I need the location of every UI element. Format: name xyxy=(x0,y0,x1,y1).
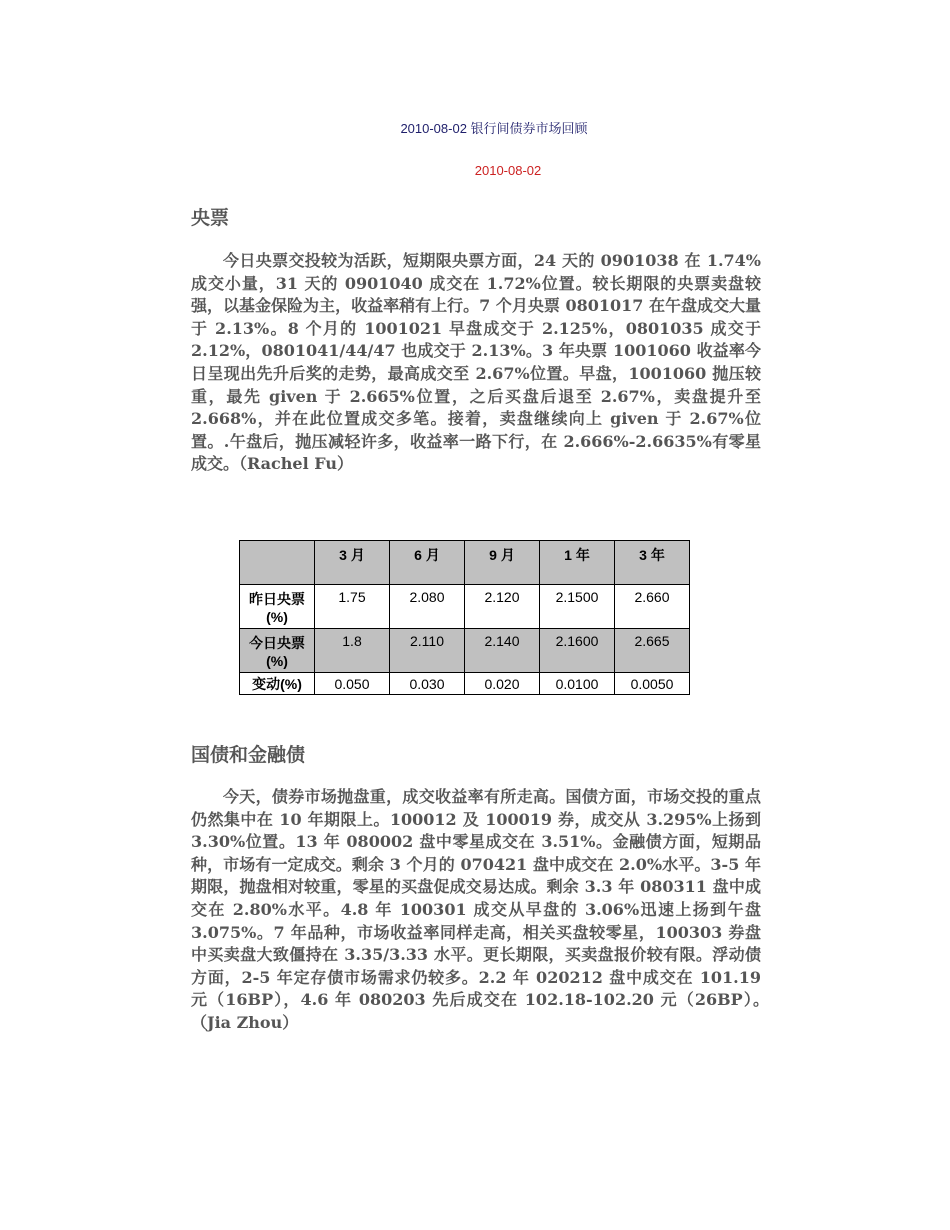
table-cell: 1.75 xyxy=(315,585,390,629)
table-cell: 2.665 xyxy=(615,629,690,673)
central-bank-bills-rates-table xyxy=(239,540,690,695)
table-cell: 2.080 xyxy=(390,585,465,629)
table-cell: 2.140 xyxy=(465,629,540,673)
table-header-cell: 9 月 xyxy=(465,541,540,585)
table-row xyxy=(240,585,690,629)
table-row-label: 今日央票(%) xyxy=(240,629,315,673)
table-cell: 1.8 xyxy=(315,629,390,673)
table-cell: 0.030 xyxy=(390,673,465,695)
document-date: 2010-08-02 xyxy=(474,163,542,178)
table-header-cell: 3 月 xyxy=(315,541,390,585)
section-heading-government-and-financial-bonds: 国债和金融债 xyxy=(191,744,306,766)
table-cell: 0.020 xyxy=(465,673,540,695)
table-header-row xyxy=(240,541,690,585)
table-cell: 2.660 xyxy=(615,585,690,629)
table-cell: 2.120 xyxy=(465,585,540,629)
table-row xyxy=(240,629,690,673)
table-cell: 0.050 xyxy=(315,673,390,695)
central-bank-bills-paragraph: 今日央票交投较为活跃，短期限央票方面，24 天的 0901038 在 1.74%成交小量，31 天的 0901040 成交在 1.72%位置。较长期限的央票卖盘较强，以基金保险为主，收益率稍有上行。7 个月央票 0801017 在午盘成交大量于 2.13%。8 个月的 1001021 早盘成交于 2.125%，0801035 成交于 2.12%，0801041/44/47 也成交于 2.13%。3 年央票 1001060 收益率今日呈现出先升后奖的走势，最高成交至 2.67%位置。早盘，1001060 抛压较重，最先 given 于 2.665%位置，之后买盘后退至 2.67%，卖盘提升至 2.668%，并在此位置成交多笔。接着，卖盘继续向上 given 于 2.67%位置。.午盘后，抛压减轻许多，收益率一路下行，在 2.666%-2.6635%有零星成交。（Rachel Fu） xyxy=(191,251,761,474)
table-header-cell: 1 年 xyxy=(540,541,615,585)
table-header-cell: 3 年 xyxy=(615,541,690,585)
table-row-label: 变动(%) xyxy=(240,673,315,695)
table-cell: 2.1500 xyxy=(540,585,615,629)
table-cell: 0.0100 xyxy=(540,673,615,695)
table-row-label: 昨日央票(%) xyxy=(240,585,315,629)
table-cell: 2.110 xyxy=(390,629,465,673)
government-and-financial-bonds-paragraph: 今天，债券市场抛盘重，成交收益率有所走高。国债方面，市场交投的重点仍然集中在 10 年期限上。100012 及 100019 券，成交从 3.295%上扬到 3.30%位置。13 年 080002 盘中零星成交在 3.51%。金融债方面，短期品种，市场有一定成交。剩余 3 个月的 070421 盘中成交在 2.0%水平。3-5 年期限，抛盘相对较重，零星的买盘促成交易达成。剩余 3.3 年 080311 盘中成交在 2.80%水平。4.8 年 100301 成交从早盘的 3.06%迅速上扬到午盘 3.075%。7 年品种，市场收益率同样走高，相关买盘较零星，100303 券盘中买卖盘大致僵持在 3.35/3.33 水平。更长期限，买卖盘报价较有限。浮动债方面，2-5 年定存债市场需求仍较多。2.2 年 020212 盘中成交在 101.19 元（16BP），4.6 年 080203 先后成交在 102.18-102.20 元（26BP）。 （Jia Zhou） xyxy=(191,787,794,1032)
table-row xyxy=(240,673,690,695)
table-header-cell: 6 月 xyxy=(390,541,465,585)
table-header-cell xyxy=(240,541,315,585)
section-heading-central-bank-bills: 央票 xyxy=(191,207,230,229)
table-cell: 2.1600 xyxy=(540,629,615,673)
table-cell: 0.0050 xyxy=(615,673,690,695)
document-title: 2010-08-02 银行间债券市场回顾 xyxy=(400,121,588,136)
